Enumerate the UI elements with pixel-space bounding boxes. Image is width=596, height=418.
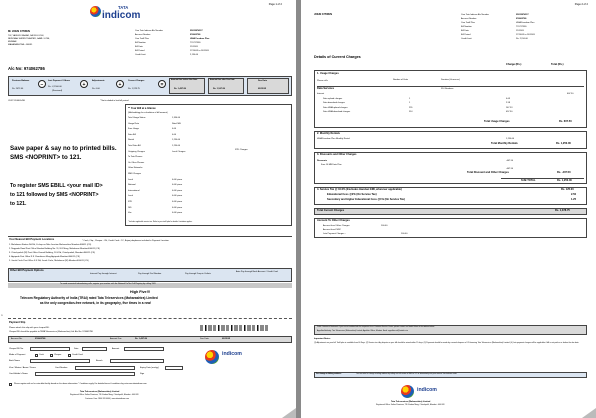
glance-row-label: Free Usage bbox=[128, 128, 139, 131]
info-label: Bill Date bbox=[135, 46, 143, 48]
change-address-text: You can write for change in billing address by calling our call centre or SMS to 121 or alternatively visit your nearest Tata Indicom outlet. bbox=[356, 372, 458, 375]
footer-company: Tata Teleservices (Maharashtra) Limited bbox=[391, 401, 431, 403]
info-value: Rs. 2,150.00 bbox=[516, 38, 528, 40]
bank-label: Bank Name bbox=[9, 360, 20, 362]
info-label: Bill Date bbox=[461, 30, 469, 32]
section-title: Account To Other Charges bbox=[317, 219, 350, 222]
info-value: 974062786 bbox=[190, 34, 201, 36]
date-label: Date bbox=[74, 348, 79, 350]
indicom-logo-icon bbox=[205, 350, 219, 364]
glance-subtitle: (Methodology for calculation of bill amount) bbox=[128, 112, 168, 114]
options-title: Other Bill Payment Options bbox=[10, 269, 44, 272]
glance-row-value: 0.00/ piece bbox=[172, 178, 183, 181]
slip-amt-label: Amount Due bbox=[110, 338, 122, 340]
usage-row-label: Data upload charges bbox=[323, 98, 343, 100]
usage-right-value: 607.50 bbox=[567, 93, 574, 95]
card-number-field[interactable] bbox=[75, 366, 135, 370]
glance-row-value: 1,250.00 bbox=[172, 145, 181, 147]
discount-row: Free 10 MB Data Plan bbox=[321, 164, 342, 166]
glance-row-value: 0.00/ piece bbox=[172, 189, 183, 192]
card-holder-label: Card Holder's Name bbox=[9, 373, 28, 375]
info-value: HSIA Freedom Plan bbox=[190, 38, 210, 40]
info-label: Credit Limit bbox=[461, 38, 472, 40]
location-item: 5. Jacob Circle Post Office K.K Rd, Jacob Circle, Mahalaxmi (W) Mumbai-400011 (CS) bbox=[9, 260, 89, 262]
glance-row-label: To Tata Phones bbox=[128, 156, 143, 159]
info-label: Bill Period bbox=[461, 34, 471, 36]
usage-row-units: 514 bbox=[409, 111, 413, 114]
glance-row-value: 0.00/ piece bbox=[172, 206, 183, 209]
other-value: 100.00 bbox=[401, 233, 408, 235]
summary-label: Last Payment / Others bbox=[48, 80, 70, 82]
total-current-value: Rs. 1,378.75 bbox=[555, 209, 570, 212]
glance-row-label: National bbox=[128, 184, 136, 187]
footer-brand: indicom bbox=[417, 387, 437, 393]
barcode bbox=[200, 325, 270, 331]
usage-row-charge: 147.53 bbox=[506, 106, 513, 109]
glance-row-value: Local Charges bbox=[172, 150, 186, 153]
section-frame bbox=[314, 218, 587, 238]
info-label: Bill Period bbox=[135, 50, 145, 52]
company-contact: Customer Care: 1800 209 4000 | www.tataindicom.com bbox=[85, 398, 130, 400]
promo-headline: Save paper & say no to printed bills. bbox=[10, 145, 117, 152]
usage-row-units: 1 bbox=[409, 102, 411, 105]
rental-label: HSIA Freedom Plan Monthly Rental bbox=[317, 138, 350, 140]
indicom-logo-icon bbox=[90, 6, 101, 17]
total-bar bbox=[314, 208, 587, 215]
usage-row-label: Data download charges bbox=[323, 102, 345, 105]
option-dial[interactable]: Pay through Dial Number bbox=[138, 273, 162, 275]
tax-value: Rs. 125.00 bbox=[561, 188, 574, 191]
summary-value: Rs. 1,378.75 bbox=[128, 88, 140, 90]
scissors-icon: ✂ bbox=[1, 314, 4, 317]
footer-address: Registered Office: Voltas Premises, T.B. Kadam Marg, Chinchpokli, Mumbai - 400 033 bbox=[376, 404, 445, 406]
other-row: Account level Other Charges bbox=[323, 225, 350, 227]
slip-acc-label: Account No. bbox=[11, 338, 23, 340]
summary-value: Rs. 0.00 bbox=[92, 88, 100, 90]
option-internet[interactable]: Internet Pay through Internet bbox=[90, 273, 117, 275]
sign-label: Sign bbox=[140, 373, 145, 375]
info-value: 17/10/05 to 16/11/05 bbox=[190, 50, 209, 52]
tax-value: 2.50 bbox=[571, 193, 577, 196]
summary-value: Rs. 1,457.89 bbox=[174, 88, 186, 90]
location-item: 1. Mahalaxmi Station Rd Rd, G shop no Nibs Junction Maharashtra Mumbai-400011 (CS) bbox=[9, 244, 92, 246]
glance-row-value: 0.00/ piece bbox=[172, 195, 183, 198]
info-value: 17/10/05 to 16/11/05 bbox=[516, 34, 535, 36]
usage-row-units: 1 bbox=[409, 98, 411, 100]
glance-row-value: 1,250.00 bbox=[172, 139, 181, 142]
grievance-line: Appellate Authority: Tata Teleservices (Maharashtra) Limited, Appellate Officer, Mumbai. Email: appellate.mh@tatatel.co.in bbox=[317, 330, 409, 332]
amount-label: Amount bbox=[112, 348, 120, 350]
info-label: Account Number bbox=[135, 34, 151, 36]
summary-label: Adjustments bbox=[92, 80, 105, 82]
branch-field[interactable] bbox=[110, 359, 164, 363]
slip-due-label: Due Date bbox=[200, 338, 209, 340]
auto-debit-checkbox[interactable] bbox=[9, 383, 12, 386]
location-item: 4. Agripada Post Office R.K Chandrivari Marg Agripada Mumbai-400011 (CS) bbox=[9, 256, 80, 258]
info-label: Your Tariff Plan bbox=[461, 22, 475, 24]
usage-row-units: 255 bbox=[409, 106, 413, 109]
address-city: MUMBAI bbox=[8, 41, 17, 43]
info-label: Your Tata Indicom A/c Number bbox=[135, 30, 163, 32]
glance-row-value: 0.00 bbox=[172, 128, 177, 131]
customer-name: Mr JOHN CITIZEN bbox=[8, 30, 30, 33]
glance-row-value: 0.00/ piece bbox=[172, 212, 183, 215]
summary-label: Amount Due after Due Date bbox=[210, 79, 235, 81]
page-number: Page 1 of 2 bbox=[268, 3, 282, 6]
info-value: 974062786 bbox=[516, 18, 527, 20]
equals-icon: = bbox=[158, 80, 166, 88]
mode-cash: Cash bbox=[39, 354, 44, 356]
section-title: 2. Monthly Rentals bbox=[317, 132, 340, 135]
rental-total-value: Rs. 1,250.00 bbox=[556, 142, 571, 145]
summary-value: Rs. 1,507.89 bbox=[213, 88, 225, 90]
std-charges-label: STD Charges bbox=[235, 149, 248, 151]
ad-line: as the only congestion-free network, in its geography, five times in a row! bbox=[40, 301, 152, 305]
divider bbox=[8, 236, 292, 237]
location-item: 3. Chinchpokali (W) Post Office Karmal Building, R.G Rd, Chinchpokali, Mumbai-400011 (CS) bbox=[9, 252, 95, 254]
glance-row-label: Total Usage Status bbox=[128, 117, 146, 119]
info-value: 25222874517 bbox=[516, 14, 529, 16]
summary-label: Due Date bbox=[258, 80, 268, 82]
divider bbox=[317, 86, 584, 87]
glance-row-label: STD bbox=[128, 201, 133, 203]
plus-icon: + bbox=[116, 80, 124, 88]
info-value: 25222874517 bbox=[190, 30, 203, 32]
summary-note: * Not included in last bill period bbox=[100, 100, 129, 102]
page-curl bbox=[282, 408, 296, 418]
minus-icon: − bbox=[38, 80, 46, 88]
tax-row: 4. Service Tax @ 10.0% (Excludes Handset EMI, wherever applicable) bbox=[317, 188, 402, 191]
glance-title: ** Your Bill at a Glance bbox=[128, 107, 156, 110]
customer-id: CUST ID/0601430 bbox=[8, 100, 25, 102]
rental-total-label: Total Monthly Rentals bbox=[491, 142, 518, 145]
info-value: 15/11/05 bbox=[516, 30, 524, 32]
slip-header-row bbox=[8, 336, 292, 343]
promo-body: To register SMS EBILL <your mail ID> bbox=[10, 183, 103, 189]
address-line-2: NEW MAH SHIRIN THEATER, GAMLI LOWI, bbox=[8, 38, 50, 40]
summary-label: Previous Balance bbox=[12, 80, 30, 82]
acc-no-heading: A/c No: 974062786 bbox=[8, 66, 45, 71]
dnd-banner-text: To avoid unwanted telemarketing calls, register your number with the National Do Not Call Registry by calling 1909 bbox=[60, 283, 156, 285]
discount-right: -407.50 bbox=[506, 168, 514, 170]
notes-title: Important Notes: bbox=[314, 338, 331, 340]
glance-row-label: Local bbox=[128, 195, 133, 198]
discounts-label: Discounts bbox=[317, 160, 328, 162]
info-value: 15/11/05 bbox=[190, 46, 198, 48]
other-row: Account level: NRC bbox=[323, 229, 342, 231]
subtotal-label: SUB TOTAL bbox=[521, 178, 536, 182]
card-type-label: Visa / Master / Amex / Diners bbox=[9, 367, 36, 369]
glance-row-label: International bbox=[128, 189, 140, 192]
expiry-field[interactable] bbox=[165, 366, 183, 370]
details-title: Details of Current Charges bbox=[314, 55, 361, 59]
company-name: Tata Teleservices (Maharashtra) Limited bbox=[80, 391, 120, 393]
col-charge: Charge (Rs.) bbox=[506, 63, 522, 66]
other-row: Late Payment Charges - bbox=[323, 233, 346, 235]
slip-brand: indicom bbox=[222, 351, 242, 357]
info-value: 770717580 bbox=[190, 42, 201, 44]
data-services: Data Services bbox=[317, 87, 335, 90]
glance-row-label: Data Bill bbox=[128, 133, 136, 136]
glance-row-value: 0.00/ piece bbox=[172, 184, 183, 187]
card-checkbox[interactable] bbox=[68, 354, 71, 357]
location-item: 2. Nagpada Road Post Office Mumbai Building No. 11, M.J Marg, Mahalaxmi Mumbai-400011 (CS) bbox=[9, 248, 100, 250]
locations-subtitle: * Cash, Chq., Cheque - CH, Credit Card - CC, Bajaaj dropboxes included in Payment Location. bbox=[82, 239, 170, 242]
auto-debit-note: Please register with us for auto debit facility based on the above information. * Conditions apply. For detailed terms & conditions log onto www.tataindicom.com bbox=[14, 382, 147, 385]
section-frame bbox=[314, 152, 587, 184]
glance-row-value: 0.00/ piece bbox=[172, 201, 183, 203]
slip-line: Please attach this slip with your cheque/DD. bbox=[9, 327, 50, 329]
glance-row-label: Total Data Bill bbox=[128, 145, 141, 147]
summary-value: Rs. 2072.00 bbox=[12, 88, 24, 90]
grievance-line: Public Grievance Redressal: If you are not satisfied with the response of our Customer Service Centre, please contact our Nodal Officer at the address below. bbox=[317, 326, 435, 328]
tax-value: 1.25 bbox=[571, 198, 577, 201]
duration-col: Duration (hh:mm:ss) bbox=[441, 79, 460, 81]
rental-value: 1,250.00 bbox=[506, 138, 515, 140]
section-title: 1. Usage Charges bbox=[317, 72, 339, 75]
customer-name: JOHN CITIZEN bbox=[314, 13, 333, 16]
glance-row-value: 0.00 bbox=[172, 133, 177, 136]
glance-row-value: 1,354.00 bbox=[172, 117, 181, 119]
summary-value: 09/12/05 bbox=[258, 88, 267, 90]
other-value: 100.00 bbox=[381, 225, 388, 227]
glance-row-label: On Other Phones bbox=[128, 161, 145, 164]
phone-calls-col: Phone calls bbox=[317, 80, 328, 82]
info-label: Your Tariff Plan bbox=[135, 38, 149, 40]
summary-sub: (Received) bbox=[52, 90, 63, 92]
tax-row: Educational Cess @2% (On Service Tax) bbox=[327, 193, 377, 196]
bill-page-2 bbox=[301, 0, 596, 418]
card-holder-field[interactable] bbox=[35, 372, 135, 376]
address-state: MAHARASHTRA - 400011 bbox=[8, 44, 33, 46]
glance-row-label: Outgoing Charges bbox=[128, 150, 145, 153]
glance-frame bbox=[125, 104, 292, 226]
ad-headline: High Five!!! bbox=[130, 290, 151, 294]
glance-row-label: Other Networks bbox=[128, 167, 143, 170]
card-number-label: Card Number bbox=[55, 367, 68, 369]
info-label: Your Tata Indicom A/c Number bbox=[461, 14, 489, 16]
option-dropin[interactable]: Pay through Drop-in Outlets bbox=[185, 273, 211, 275]
ad-line: Telecom Regulatory Authority of India (TRAI) rated Tata Teleservices (Maharashtra) Limited bbox=[20, 296, 158, 300]
total-current-label: Total Current Charges bbox=[317, 209, 345, 212]
indicom-logo-icon bbox=[401, 385, 414, 398]
page-number: Page 2 of 2 bbox=[574, 3, 588, 6]
usage-row-charge: 457.90 bbox=[506, 111, 513, 114]
option-autopay[interactable]: Auto Pay through Bank Account / Credit Card bbox=[236, 271, 278, 273]
section-frame bbox=[314, 131, 587, 149]
data-units: 514 Numbers bbox=[441, 88, 454, 90]
info-label: Credit Limit bbox=[135, 54, 146, 56]
tax-row: Secondary and Higher Educational Cess @1% (On Service Tax) bbox=[327, 198, 405, 201]
info-value: 770717580 bbox=[516, 26, 527, 28]
section-title: 3. Discounts and Other Charges bbox=[317, 153, 357, 156]
glance-row-label: Vas bbox=[128, 212, 132, 215]
cash-checkbox[interactable] bbox=[35, 354, 38, 357]
cheque-checkbox[interactable] bbox=[50, 354, 53, 357]
discount-total-label: Total Discount and Other Charges bbox=[467, 171, 509, 174]
promo-body: to 121 followed by SMS <NOPRINT> bbox=[10, 192, 99, 198]
glance-row-label: Usage Rate bbox=[128, 122, 139, 125]
usage-row-charge: 0.03 bbox=[506, 98, 511, 100]
discount-value: -407.50 bbox=[506, 160, 514, 162]
branch-label: Branch bbox=[96, 360, 103, 362]
address-line-1: 702, VASUKU NAGAR, SAI SULOCHI, bbox=[8, 35, 44, 37]
cheque-number-field[interactable] bbox=[30, 347, 70, 351]
mode-card: Credit Card bbox=[72, 354, 83, 356]
company-address: Registered Office: Voltas Premises, T.B. Kadam Marg, Chinchpokli, Mumbai - 400 033 bbox=[70, 394, 139, 396]
brand-tata: TATA bbox=[118, 5, 129, 10]
usage-row-charge: 2.58 bbox=[506, 102, 511, 105]
page-curl bbox=[582, 408, 596, 418]
slip-due-value: 09/12/05 bbox=[222, 338, 231, 340]
glance-row-value: Rate/ MB bbox=[172, 122, 181, 125]
slip-title: Payment Slip bbox=[9, 321, 26, 324]
usage-total-value: Rs. 607.50 bbox=[559, 120, 572, 123]
brand-indicom: indicom bbox=[102, 10, 141, 21]
glance-row-label: Rental bbox=[128, 139, 135, 142]
glance-row-label: SMS Charges bbox=[128, 173, 141, 175]
info-label: Account Number bbox=[461, 18, 477, 20]
glance-row-label: ISD bbox=[128, 206, 132, 209]
expiry-label: Expiry Date (mm/yy) bbox=[140, 367, 159, 369]
internet-label: Internet bbox=[317, 93, 325, 95]
promo-body: to 121. bbox=[10, 201, 27, 207]
due-date-box bbox=[247, 78, 289, 94]
slip-amt-value: Rs. 1,457.89 bbox=[135, 338, 147, 340]
change-address-title: For change in Billing address: bbox=[316, 372, 342, 375]
col-total: Total (Rs.) bbox=[551, 63, 564, 66]
summary-label: Current Charges bbox=[128, 80, 145, 82]
usage-row-label: Data HSIA upload charges bbox=[323, 106, 348, 109]
bill-page-1 bbox=[0, 0, 296, 418]
notes-text: (1) Adjustments on your bill. Tariff plan is available from 60 Days. (2) Service tax. Any dispute on your bill should be raised within 15 days. (3) Payments should be made by crossed cheques or DD favouring Tata Teleservices (Maharashtra) Limited. (4) Late payment charges will be applicable if bill is not paid on or before the due date. bbox=[314, 342, 579, 344]
cut-line bbox=[8, 318, 292, 319]
plus-icon: + bbox=[80, 80, 88, 88]
date-field[interactable] bbox=[82, 347, 107, 351]
summary-value: Rs. -2,1500.00 bbox=[48, 86, 62, 88]
locations-title: Your Nearest Bill Payment Locations bbox=[9, 238, 55, 241]
slip-line: Cheque/DD should be payable to TATA Teleservices (Maharashtra) Ltd. A/c No. 974062786 bbox=[9, 331, 93, 333]
subtotal-value: Rs. 1,250.00 bbox=[557, 178, 572, 182]
info-value: 2,150.00 bbox=[190, 54, 199, 56]
bank-name-field[interactable] bbox=[30, 359, 90, 363]
mode-label: Mode of Payment bbox=[9, 354, 26, 356]
usage-row-label: Data HSIA download charges bbox=[323, 111, 351, 114]
info-label: Bill Number bbox=[461, 26, 472, 28]
amount-field[interactable] bbox=[124, 347, 164, 351]
info-label: Bill Number bbox=[135, 42, 146, 44]
glance-footnote: * Includes applicable service tax. Refer to your tariff plan for details. Limitation applies. bbox=[128, 221, 193, 223]
promo-headline: SMS <NOPRINT> to 121. bbox=[10, 154, 82, 161]
cheque-label: Cheque/DD No. bbox=[9, 348, 24, 350]
info-value: HSIA Freedom Plan bbox=[516, 22, 535, 24]
units-col: Number of Units bbox=[393, 79, 409, 81]
slip-acc-value: 974062786 bbox=[35, 338, 46, 340]
discount-total-value: Rs. -407.50 bbox=[557, 171, 571, 174]
summary-label: Amount Due before Due Date bbox=[171, 79, 198, 81]
mode-cheque: Cheque bbox=[54, 354, 62, 356]
glance-row-label: Local bbox=[128, 178, 133, 181]
usage-total-label: Total Usage Charges bbox=[484, 120, 510, 123]
